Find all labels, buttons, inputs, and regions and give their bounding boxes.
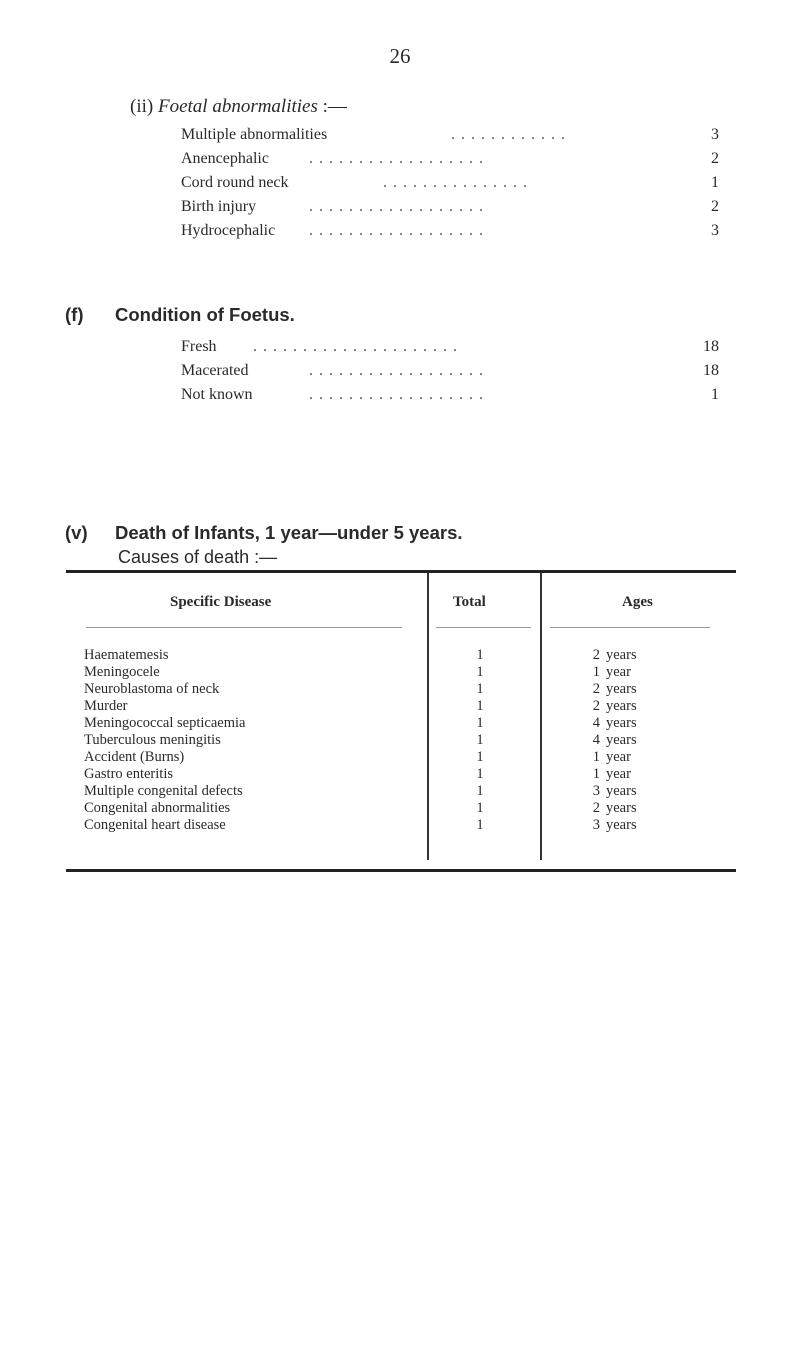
age-unit-cell: years (606, 681, 637, 697)
section-title: Death of Infants, 1 year—under 5 years. (115, 522, 463, 543)
leader-dots: . . . . . . . . . . . . . . . . . . (309, 198, 484, 215)
section-title-suffix: :— (317, 96, 347, 117)
item-value: 3 (711, 222, 719, 239)
table-row (0, 749, 800, 765)
section-title: Foetal abnormalities (157, 96, 318, 117)
disease-cell: Tuberculous meningitis (84, 732, 221, 748)
item-label: Not known (181, 386, 253, 403)
total-cell: 1 (476, 664, 484, 680)
age-number-cell: 2 (592, 647, 600, 663)
list-item (181, 362, 741, 386)
header-separator (550, 627, 710, 628)
table-bottom-rule (66, 869, 736, 872)
list-item (181, 126, 741, 150)
item-value: 1 (711, 174, 719, 191)
table-row (0, 664, 800, 680)
item-value: 2 (711, 150, 719, 167)
leader-dots: . . . . . . . . . . . . . . . . . . (309, 222, 484, 239)
table-row (0, 698, 800, 714)
table-row (0, 681, 800, 697)
item-label: Hydrocephalic (181, 222, 276, 239)
causes-of-death-subtitle: Causes of death :— (118, 547, 278, 567)
total-cell: 1 (476, 715, 484, 731)
condition-of-foetus-heading (65, 304, 295, 326)
age-number-cell: 3 (592, 783, 600, 799)
table-row (0, 783, 800, 799)
leader-dots: . . . . . . . . . . . . . . . (383, 174, 528, 191)
item-label: Birth injury (181, 198, 257, 215)
disease-cell: Gastro enteritis (84, 766, 173, 782)
page-number: 26 (389, 44, 411, 68)
item-value: 2 (711, 198, 719, 215)
total-cell: 1 (476, 647, 484, 663)
age-number-cell: 1 (592, 664, 600, 680)
table-row (0, 715, 800, 731)
table-row (0, 817, 800, 833)
section-marker: (ii) (130, 96, 154, 117)
age-number-cell: 3 (592, 817, 600, 833)
total-cell: 1 (476, 698, 484, 714)
table-row (0, 647, 800, 663)
item-label: Cord round neck (181, 174, 289, 191)
disease-cell: Meningocele (84, 664, 160, 680)
age-number-cell: 2 (592, 681, 600, 697)
item-value: 3 (711, 126, 719, 143)
age-number-cell: 4 (592, 715, 600, 731)
list-item (181, 174, 741, 198)
item-label: Fresh (181, 338, 217, 355)
header-separator (436, 627, 531, 628)
disease-cell: Congenital abnormalities (84, 800, 231, 816)
disease-cell: Multiple congenital defects (84, 783, 243, 799)
age-unit-cell: years (606, 647, 637, 663)
list-item (181, 150, 741, 174)
table-row (0, 732, 800, 748)
item-value: 18 (703, 338, 719, 355)
list-item (181, 198, 741, 222)
section-marker: (f) (65, 304, 84, 325)
leader-dots: . . . . . . . . . . . . . . . . . . (309, 386, 484, 403)
section-marker: (v) (65, 522, 88, 543)
age-unit-cell: years (606, 732, 637, 748)
disease-cell: Murder (84, 698, 128, 714)
disease-cell: Accident (Burns) (84, 749, 185, 765)
foetal-abnormalities-heading (130, 96, 347, 118)
total-cell: 1 (476, 681, 484, 697)
list-item (181, 222, 741, 246)
column-header-ages: Ages (622, 594, 653, 610)
total-cell: 1 (476, 749, 484, 765)
disease-cell: Neuroblastoma of neck (84, 681, 220, 697)
list-item (181, 338, 741, 362)
header-separator (86, 627, 402, 628)
disease-cell: Congenital heart disease (84, 817, 226, 833)
age-number-cell: 1 (592, 749, 600, 765)
column-header-disease: Specific Disease (170, 594, 272, 610)
death-of-infants-heading (65, 522, 463, 544)
leader-dots: . . . . . . . . . . . . (451, 126, 566, 143)
total-cell: 1 (476, 732, 484, 748)
item-label: Multiple abnormalities (181, 126, 328, 143)
item-value: 1 (711, 386, 719, 403)
table-row (0, 766, 800, 782)
age-unit-cell: year (606, 664, 631, 680)
table-top-rule (66, 570, 736, 573)
total-cell: 1 (476, 800, 484, 816)
leader-dots: . . . . . . . . . . . . . . . . . . (309, 362, 484, 379)
age-unit-cell: years (606, 800, 637, 816)
age-unit-cell: years (606, 817, 637, 833)
age-unit-cell: years (606, 698, 637, 714)
column-header-total: Total (453, 594, 486, 610)
age-number-cell: 4 (592, 732, 600, 748)
disease-cell: Haematemesis (84, 647, 169, 663)
item-label: Macerated (181, 362, 249, 379)
age-number-cell: 2 (592, 698, 600, 714)
leader-dots: . . . . . . . . . . . . . . . . . . . . . (253, 338, 458, 355)
total-cell: 1 (476, 766, 484, 782)
section-title: Condition of Foetus. (115, 304, 295, 325)
table-row (0, 800, 800, 816)
age-number-cell: 1 (592, 766, 600, 782)
total-cell: 1 (476, 783, 484, 799)
item-label: Anencephalic (181, 150, 269, 167)
age-unit-cell: year (606, 766, 631, 782)
age-number-cell: 2 (592, 800, 600, 816)
leader-dots: . . . . . . . . . . . . . . . . . . (309, 150, 484, 167)
item-value: 18 (703, 362, 719, 379)
age-unit-cell: years (606, 715, 637, 731)
age-unit-cell: year (606, 749, 631, 765)
age-unit-cell: years (606, 783, 637, 799)
list-item (181, 386, 741, 410)
total-cell: 1 (476, 817, 484, 833)
disease-cell: Meningococcal septicaemia (84, 715, 246, 731)
